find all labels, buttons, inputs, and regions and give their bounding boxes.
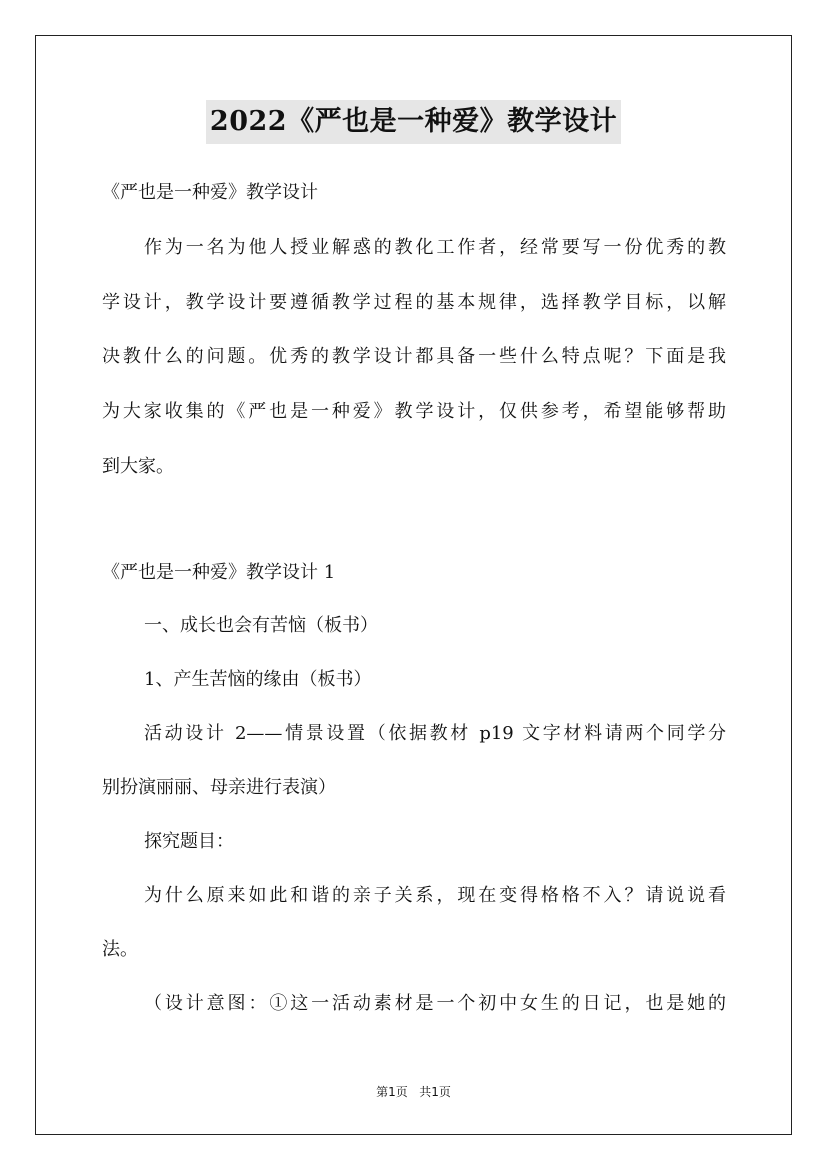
question-line: 为什么原来如此和谐的亲子关系，现在变得格格不入？请说说看 <box>144 885 726 906</box>
page-footer: 第1页 共1页 <box>376 1085 451 1099</box>
activity-line: 活动设计 2——情景设置（依据教材 p19 文字材料请两个同学分 <box>144 723 726 744</box>
question-line: 法。 <box>102 939 138 960</box>
intro-line: 作为一名为他人授业解惑的教化工作者，经常要写一份优秀的教 <box>144 237 726 258</box>
outline-item: 一、成长也会有苦恼（板书） <box>144 615 378 636</box>
document-title <box>0 100 827 144</box>
document-subtitle: 《严也是一种爱》教学设计 <box>102 182 318 203</box>
section-heading: 《严也是一种爱》教学设计 1 <box>102 562 336 583</box>
intro-line: 学设计，教学设计要遵循教学过程的基本规律，选择教学目标，以解 <box>102 292 726 313</box>
activity-line: 别扮演丽丽、母亲进行表演） <box>102 777 336 798</box>
document-title-text: 2022《严也是一种爱》教学设计 <box>206 100 621 144</box>
design-intent-line: （设计意图：①这一活动素材是一个初中女生的日记，也是她的 <box>144 993 726 1014</box>
intro-line: 为大家收集的《严也是一种爱》教学设计，仅供参考，希望能够帮助 <box>102 401 726 422</box>
inquiry-heading: 探究题目： <box>144 831 234 852</box>
intro-line: 到大家。 <box>102 456 174 477</box>
intro-line: 决教什么的问题。优秀的教学设计都具备一些什么特点呢？下面是我 <box>102 346 726 367</box>
outline-item: 1、产生苦恼的缘由（板书） <box>144 669 372 690</box>
